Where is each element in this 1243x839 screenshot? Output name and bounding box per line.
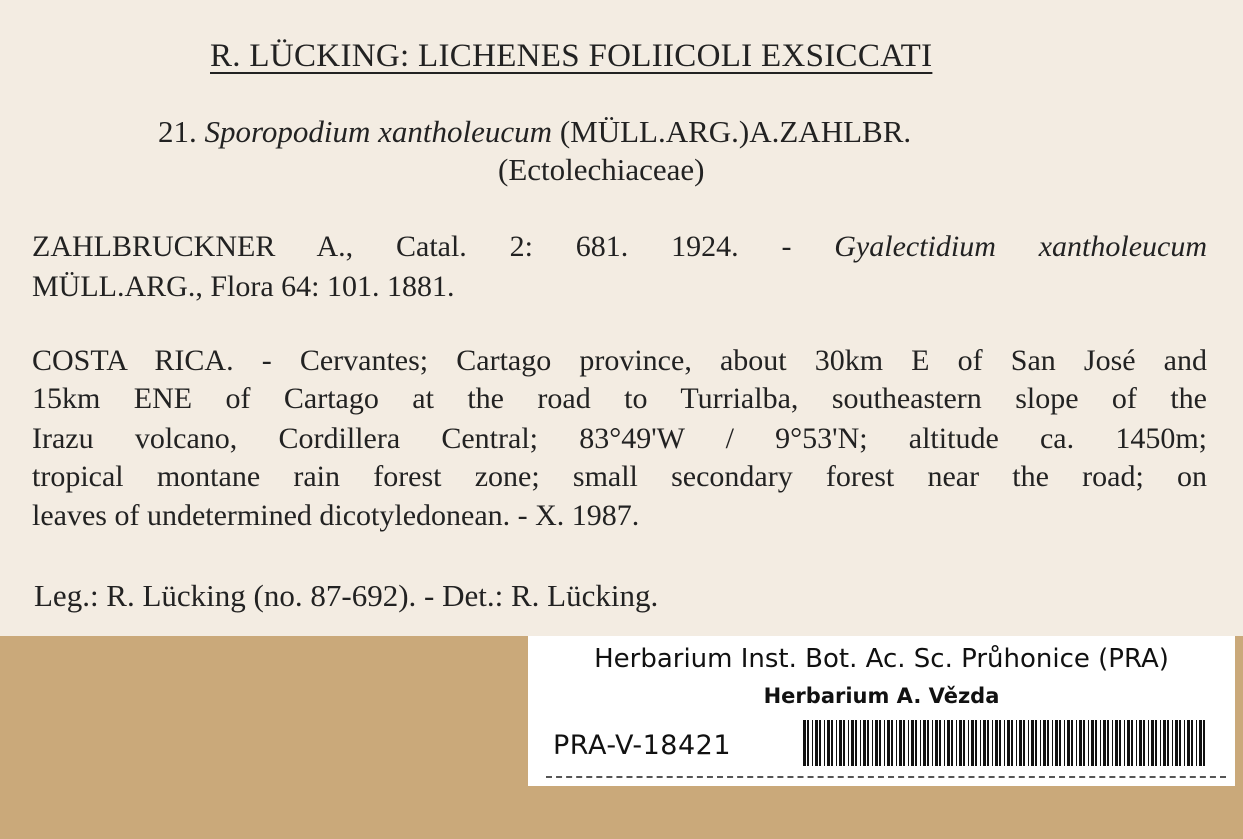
reference-line-2: MÜLL.ARG., Flora 64: 101. 1881. — [32, 270, 455, 303]
herbarium-label — [528, 636, 1235, 786]
herbarium-institution: Herbarium Inst. Bot. Ac. Sc. Průhonice (PRA) — [594, 644, 1169, 674]
series-title: R. LÜCKING: LICHENES FOLIICOLI EXSICCATI — [210, 38, 933, 74]
taxon-name: Sporopodium xantholeucum — [204, 114, 553, 149]
reference-basionym: Gyalectidium xantholeucum — [834, 230, 1207, 263]
taxon-number: 21. — [158, 114, 197, 149]
barcode-image — [801, 720, 1211, 766]
locality-line: Irazu volcano, Cordillera Central; 83°49'W / 9°53'N; altitude ca. 1450m; — [32, 422, 1207, 455]
dashed-cut-line — [546, 776, 1226, 778]
locality-line: 15km ENE of Cartago at the road to Turrialba, southeastern slope of the — [32, 382, 1207, 415]
reference-citation: ZAHLBRUCKNER A., Catal. 2: 681. 1924. - — [32, 230, 792, 263]
taxon-line — [158, 114, 911, 150]
collector-line: Leg.: R. Lücking (no. 87-692). - Det.: R. Lücking. — [34, 578, 659, 613]
taxon-author: (MÜLL.ARG.)A.ZAHLBR. — [559, 114, 912, 149]
herbarium-collection: Herbarium A. Vězda — [763, 684, 1000, 708]
reference-line-1 — [32, 230, 1207, 264]
specimen-id: PRA-V-18421 — [553, 730, 732, 761]
locality-line: tropical montane rain forest zone; small secondary forest near the road; on — [32, 460, 1207, 493]
locality-line: leaves of undetermined dicotyledonean. - X. 1987. — [32, 499, 640, 532]
family-name: (Ectolechiaceae) — [498, 152, 705, 187]
locality-line: COSTA RICA. - Cervantes; Cartago province, about 30km E of San José and — [32, 344, 1207, 377]
